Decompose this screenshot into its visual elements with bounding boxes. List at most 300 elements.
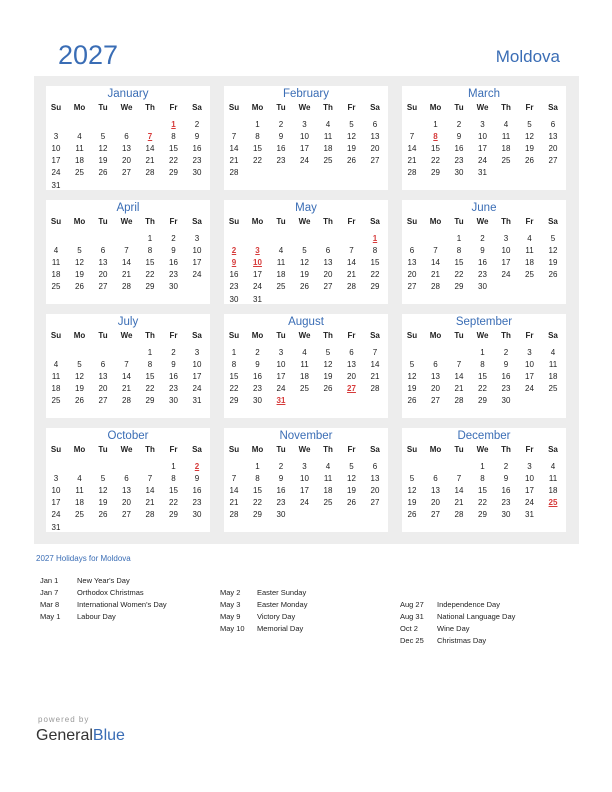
weekday-label: Th xyxy=(145,331,155,340)
day-cell: 26 xyxy=(98,510,108,520)
day-cell: 29 xyxy=(169,510,178,520)
day-cell: 12 xyxy=(98,144,108,154)
holiday-date: May 10 xyxy=(220,624,245,633)
day-cell: 14 xyxy=(370,360,380,370)
weekday-label: We xyxy=(476,217,489,226)
weekday-label: Fr xyxy=(525,445,534,454)
day-cell: 13 xyxy=(347,360,356,370)
month-june xyxy=(402,200,566,304)
day-cell: 16 xyxy=(169,258,178,268)
day-cell: 25 xyxy=(75,168,84,178)
day-cell: 10 xyxy=(192,246,202,256)
day-cell: 20 xyxy=(323,270,333,280)
weekday-label: We xyxy=(298,217,311,226)
weekday-label: We xyxy=(120,217,133,226)
day-cell: 30 xyxy=(478,282,487,292)
day-cell: 23 xyxy=(169,270,178,280)
day-cell: 14 xyxy=(454,486,464,496)
day-cell: 27 xyxy=(431,396,440,406)
day-cell: 11 xyxy=(75,486,84,496)
day-cell: 12 xyxy=(525,132,534,142)
day-cell: 30 xyxy=(501,510,511,520)
day-cell: 29 xyxy=(169,168,178,178)
weekday-label: Th xyxy=(323,103,333,112)
year-title: 2027 xyxy=(58,40,119,70)
day-cell: 29 xyxy=(454,282,464,292)
weekday-label: We xyxy=(298,331,311,340)
weekday-label: Tu xyxy=(98,331,108,340)
day-cell: 10 xyxy=(300,474,309,484)
day-cell: 28 xyxy=(454,510,464,520)
month-name: January xyxy=(107,88,149,100)
weekday-label: Su xyxy=(50,217,62,226)
weekday-label: Th xyxy=(501,331,511,340)
day-cell: 22 xyxy=(478,384,487,394)
day-cell: 13 xyxy=(407,258,417,268)
day-cell: 1 xyxy=(147,234,153,243)
month-july xyxy=(46,314,210,418)
month-february xyxy=(224,86,388,190)
day-cell: 15 xyxy=(431,144,440,154)
day-cell: 2 xyxy=(278,120,284,129)
day-cell: 18 xyxy=(300,372,309,382)
day-cell: 28 xyxy=(122,396,131,406)
day-cell: 29 xyxy=(478,396,487,406)
day-cell: 7 xyxy=(372,348,378,357)
weekday-label: Fr xyxy=(347,445,356,454)
day-cell: 23 xyxy=(276,156,286,166)
day-cell: 28 xyxy=(229,510,239,520)
day-cell: 11 xyxy=(501,132,511,142)
holiday-day-cell: 10 xyxy=(253,258,262,268)
holiday-date: Aug 27 xyxy=(400,600,424,609)
day-cell: 2 xyxy=(456,120,462,129)
day-cell: 21 xyxy=(145,156,155,166)
day-cell: 21 xyxy=(122,384,131,394)
day-cell: 26 xyxy=(347,156,356,166)
day-cell: 19 xyxy=(98,498,108,508)
month-name: August xyxy=(288,316,324,328)
day-cell: 27 xyxy=(548,156,558,166)
brand-logo xyxy=(36,727,125,745)
day-cell: 24 xyxy=(253,282,262,292)
day-cell: 21 xyxy=(347,270,356,280)
day-cell: 25 xyxy=(323,498,333,508)
holiday-date: Dec 25 xyxy=(400,636,424,645)
weekday-label: Th xyxy=(501,103,511,112)
day-cell: 12 xyxy=(323,360,333,370)
weekday-label: Tu xyxy=(454,331,464,340)
day-cell: 17 xyxy=(478,144,487,154)
weekday-label: Fr xyxy=(347,103,356,112)
day-cell: 30 xyxy=(253,396,262,406)
day-cell: 26 xyxy=(525,156,534,166)
calendar-panel xyxy=(34,76,579,544)
day-cell: 27 xyxy=(323,282,333,292)
day-cell: 8 xyxy=(480,360,485,370)
day-cell: 8 xyxy=(147,246,153,256)
day-cell: 29 xyxy=(431,168,440,178)
holiday-name: Wine Day xyxy=(437,624,470,633)
weekday-label: Fr xyxy=(169,445,178,454)
holiday-day-cell: 1 xyxy=(171,120,176,129)
weekday-label: Sa xyxy=(192,331,202,340)
day-cell: 24 xyxy=(478,156,487,166)
weekday-label: Sa xyxy=(370,331,380,340)
day-cell: 8 xyxy=(372,246,378,256)
day-cell: 8 xyxy=(171,474,176,484)
weekday-label: We xyxy=(120,331,133,340)
day-cell: 4 xyxy=(527,234,532,243)
day-cell: 9 xyxy=(278,132,284,142)
day-cell: 26 xyxy=(75,282,84,292)
day-cell: 9 xyxy=(255,360,260,370)
day-cell: 2 xyxy=(503,348,509,357)
day-cell: 18 xyxy=(75,156,84,166)
weekday-label: Sa xyxy=(192,445,202,454)
day-cell: 15 xyxy=(169,144,178,154)
day-cell: 30 xyxy=(192,168,202,178)
day-cell: 27 xyxy=(431,510,440,520)
weekday-label: Fr xyxy=(525,217,534,226)
day-cell: 16 xyxy=(478,258,487,268)
day-cell: 21 xyxy=(454,384,464,394)
weekday-label: We xyxy=(298,103,311,112)
day-cell: 12 xyxy=(75,372,84,382)
month-november xyxy=(224,428,388,532)
day-cell: 14 xyxy=(145,144,155,154)
day-cell: 19 xyxy=(347,144,356,154)
day-cell: 22 xyxy=(253,156,262,166)
day-cell: 2 xyxy=(480,234,485,243)
day-cell: 23 xyxy=(454,156,464,166)
day-cell: 20 xyxy=(98,384,108,394)
day-cell: 28 xyxy=(145,168,155,178)
day-cell: 15 xyxy=(454,258,464,268)
day-cell: 25 xyxy=(51,282,61,292)
day-cell: 17 xyxy=(525,486,534,496)
weekday-label: Sa xyxy=(548,103,558,112)
weekday-label: Tu xyxy=(98,217,108,226)
day-cell: 4 xyxy=(53,246,59,256)
day-cell: 14 xyxy=(454,372,464,382)
day-cell: 5 xyxy=(77,360,82,370)
day-cell: 14 xyxy=(407,144,417,154)
weekday-label: Tu xyxy=(276,103,286,112)
day-cell: 9 xyxy=(194,474,200,484)
day-cell: 11 xyxy=(525,246,534,256)
weekday-label: We xyxy=(476,331,489,340)
weekday-label: We xyxy=(476,445,489,454)
holiday-day-cell: 25 xyxy=(548,498,558,508)
day-cell: 11 xyxy=(548,474,558,484)
day-cell: 21 xyxy=(229,498,239,508)
day-cell: 24 xyxy=(300,156,309,166)
day-cell: 9 xyxy=(194,132,200,142)
day-cell: 24 xyxy=(276,384,286,394)
holiday-name: New Year's Day xyxy=(77,576,130,585)
day-cell: 22 xyxy=(169,156,178,166)
month-name: June xyxy=(471,202,497,214)
weekday-label: Su xyxy=(228,445,240,454)
day-cell: 30 xyxy=(229,294,239,304)
day-cell: 18 xyxy=(51,384,61,394)
day-cell: 20 xyxy=(122,498,131,508)
day-cell: 5 xyxy=(550,234,556,243)
day-cell: 25 xyxy=(75,510,84,520)
weekday-label: Tu xyxy=(454,217,464,226)
day-cell: 17 xyxy=(192,258,202,268)
day-cell: 12 xyxy=(75,258,84,268)
day-cell: 22 xyxy=(145,384,155,394)
day-cell: 15 xyxy=(370,258,380,268)
day-cell: 12 xyxy=(407,372,417,382)
day-cell: 6 xyxy=(124,474,129,484)
day-cell: 23 xyxy=(229,282,239,292)
day-cell: 19 xyxy=(525,144,534,154)
day-cell: 19 xyxy=(407,498,417,508)
weekday-label: Th xyxy=(323,331,333,340)
holiday-name: Easter Sunday xyxy=(257,588,307,597)
day-cell: 20 xyxy=(370,486,380,496)
day-cell: 7 xyxy=(456,360,462,370)
day-cell: 6 xyxy=(372,462,378,471)
weekday-label: Fr xyxy=(347,217,356,226)
day-cell: 27 xyxy=(370,156,380,166)
day-cell: 14 xyxy=(229,144,239,154)
day-cell: 5 xyxy=(409,360,415,370)
day-cell: 10 xyxy=(192,360,202,370)
day-cell: 16 xyxy=(192,144,202,154)
day-cell: 16 xyxy=(501,372,511,382)
weekday-label: Su xyxy=(406,217,418,226)
day-cell: 25 xyxy=(323,156,333,166)
day-cell: 26 xyxy=(407,396,417,406)
holiday-date: May 3 xyxy=(220,600,241,609)
day-cell: 11 xyxy=(300,360,309,370)
day-cell: 13 xyxy=(323,258,333,268)
day-cell: 4 xyxy=(503,120,509,129)
month-january xyxy=(46,86,210,190)
holiday-day-cell: 3 xyxy=(255,246,260,256)
day-cell: 26 xyxy=(323,384,333,394)
day-cell: 22 xyxy=(370,270,380,280)
weekday-label: Su xyxy=(406,331,418,340)
weekday-label: Th xyxy=(145,217,155,226)
day-cell: 4 xyxy=(77,474,82,484)
day-cell: 15 xyxy=(145,258,155,268)
day-cell: 23 xyxy=(253,384,262,394)
day-cell: 13 xyxy=(548,132,558,142)
day-cell: 23 xyxy=(192,156,202,166)
holiday-day-cell: 1 xyxy=(372,234,378,243)
day-cell: 5 xyxy=(349,462,354,471)
day-cell: 26 xyxy=(347,498,356,508)
weekday-label: Mo xyxy=(429,331,442,340)
day-cell: 4 xyxy=(278,246,284,256)
day-cell: 18 xyxy=(501,144,511,154)
day-cell: 14 xyxy=(347,258,356,268)
day-cell: 17 xyxy=(525,372,534,382)
day-cell: 1 xyxy=(255,120,260,129)
day-cell: 4 xyxy=(53,360,59,370)
holiday-date: Aug 31 xyxy=(400,612,424,621)
weekday-label: Su xyxy=(228,217,240,226)
day-cell: 19 xyxy=(407,384,417,394)
month-name: December xyxy=(457,430,511,442)
day-cell: 27 xyxy=(370,498,380,508)
weekday-label: Th xyxy=(501,217,511,226)
day-cell: 8 xyxy=(255,474,260,484)
holiday-day-cell: 9 xyxy=(231,258,237,268)
day-cell: 28 xyxy=(370,384,380,394)
day-cell: 18 xyxy=(75,498,84,508)
day-cell: 7 xyxy=(124,246,129,256)
weekday-label: Sa xyxy=(192,217,202,226)
month-december xyxy=(402,428,566,532)
weekday-label: Su xyxy=(406,445,418,454)
weekday-label: Sa xyxy=(192,103,202,112)
day-cell: 19 xyxy=(98,156,108,166)
day-cell: 16 xyxy=(276,486,286,496)
day-cell: 17 xyxy=(192,372,202,382)
month-may xyxy=(224,200,388,304)
day-cell: 19 xyxy=(347,486,356,496)
day-cell: 31 xyxy=(192,396,202,406)
day-cell: 25 xyxy=(276,282,286,292)
day-cell: 20 xyxy=(347,372,356,382)
weekday-label: Fr xyxy=(169,217,178,226)
month-april xyxy=(46,200,210,304)
day-cell: 22 xyxy=(229,384,239,394)
weekday-label: Su xyxy=(228,331,240,340)
day-cell: 13 xyxy=(122,486,131,496)
day-cell: 14 xyxy=(229,486,239,496)
weekday-label: Mo xyxy=(73,217,86,226)
holiday-name: Orthodox Christmas xyxy=(77,588,144,597)
weekday-label: Fr xyxy=(347,331,356,340)
holiday-date: Oct 2 xyxy=(400,624,418,633)
day-cell: 21 xyxy=(431,270,440,280)
day-cell: 25 xyxy=(300,384,309,394)
weekday-label: Tu xyxy=(454,103,464,112)
weekday-label: Mo xyxy=(73,445,86,454)
day-cell: 24 xyxy=(300,498,309,508)
day-cell: 10 xyxy=(51,486,61,496)
day-cell: 8 xyxy=(147,360,153,370)
day-cell: 10 xyxy=(525,474,534,484)
day-cell: 1 xyxy=(171,462,176,471)
day-cell: 6 xyxy=(433,360,438,370)
weekday-label: Mo xyxy=(73,103,86,112)
day-cell: 4 xyxy=(550,462,556,471)
month-name: September xyxy=(455,316,513,328)
day-cell: 9 xyxy=(278,474,284,484)
day-cell: 3 xyxy=(302,120,307,129)
day-cell: 14 xyxy=(122,372,131,382)
day-cell: 20 xyxy=(431,384,440,394)
holiday-name: Labour Day xyxy=(77,612,116,621)
day-cell: 7 xyxy=(231,132,237,142)
day-cell: 22 xyxy=(431,156,440,166)
month-name: February xyxy=(282,88,330,100)
weekday-label: Sa xyxy=(370,445,380,454)
day-cell: 10 xyxy=(51,144,61,154)
brand-blue: Blue xyxy=(92,727,125,744)
day-cell: 10 xyxy=(300,132,309,142)
day-cell: 13 xyxy=(98,372,108,382)
day-cell: 6 xyxy=(100,360,106,370)
day-cell: 28 xyxy=(407,168,417,178)
day-cell: 9 xyxy=(503,360,509,370)
day-cell: 3 xyxy=(53,132,59,142)
weekday-label: Su xyxy=(50,445,62,454)
holiday-name: National Language Day xyxy=(437,612,516,621)
day-cell: 5 xyxy=(100,132,106,142)
day-cell: 8 xyxy=(480,474,485,484)
month-name: April xyxy=(116,202,140,214)
day-cell: 9 xyxy=(480,246,485,256)
day-cell: 23 xyxy=(501,498,511,508)
holiday-name: Easter Monday xyxy=(257,600,308,609)
weekday-label: Su xyxy=(50,331,62,340)
day-cell: 23 xyxy=(501,384,511,394)
day-cell: 4 xyxy=(77,132,82,142)
weekday-label: Th xyxy=(323,445,333,454)
day-cell: 31 xyxy=(253,294,262,304)
day-cell: 29 xyxy=(229,396,239,406)
weekday-label: Tu xyxy=(276,217,286,226)
day-cell: 11 xyxy=(276,258,286,268)
weekday-label: Tu xyxy=(98,103,108,112)
day-cell: 24 xyxy=(525,498,534,508)
country-title: Moldova xyxy=(495,47,560,66)
day-cell: 20 xyxy=(407,270,417,280)
day-cell: 24 xyxy=(51,168,61,178)
day-cell: 10 xyxy=(276,360,286,370)
day-cell: 3 xyxy=(278,348,284,357)
day-cell: 24 xyxy=(192,270,202,280)
weekday-label: Mo xyxy=(429,445,442,454)
day-cell: 15 xyxy=(169,486,178,496)
weekday-label: Mo xyxy=(251,331,264,340)
day-cell: 22 xyxy=(169,498,178,508)
holiday-date: Jan 1 xyxy=(40,576,59,585)
day-cell: 11 xyxy=(51,372,61,382)
weekday-label: Mo xyxy=(251,103,264,112)
holiday-name: Christmas Day xyxy=(437,636,487,645)
day-cell: 27 xyxy=(98,282,108,292)
day-cell: 2 xyxy=(171,234,176,243)
day-cell: 1 xyxy=(433,120,438,129)
holiday-date: Mar 8 xyxy=(40,600,60,609)
day-cell: 28 xyxy=(454,396,464,406)
day-cell: 12 xyxy=(98,486,108,496)
day-cell: 6 xyxy=(372,120,378,129)
month-september xyxy=(402,314,566,418)
day-cell: 22 xyxy=(253,498,262,508)
weekday-label: Fr xyxy=(525,103,534,112)
day-cell: 19 xyxy=(548,258,558,268)
day-cell: 3 xyxy=(503,234,509,243)
day-cell: 21 xyxy=(122,270,131,280)
day-cell: 19 xyxy=(300,270,309,280)
holiday-name: International Women's Day xyxy=(77,600,167,609)
day-cell: 6 xyxy=(550,120,556,129)
holiday-day-cell: 2 xyxy=(194,462,200,471)
weekday-label: We xyxy=(476,103,489,112)
day-cell: 22 xyxy=(454,270,464,280)
